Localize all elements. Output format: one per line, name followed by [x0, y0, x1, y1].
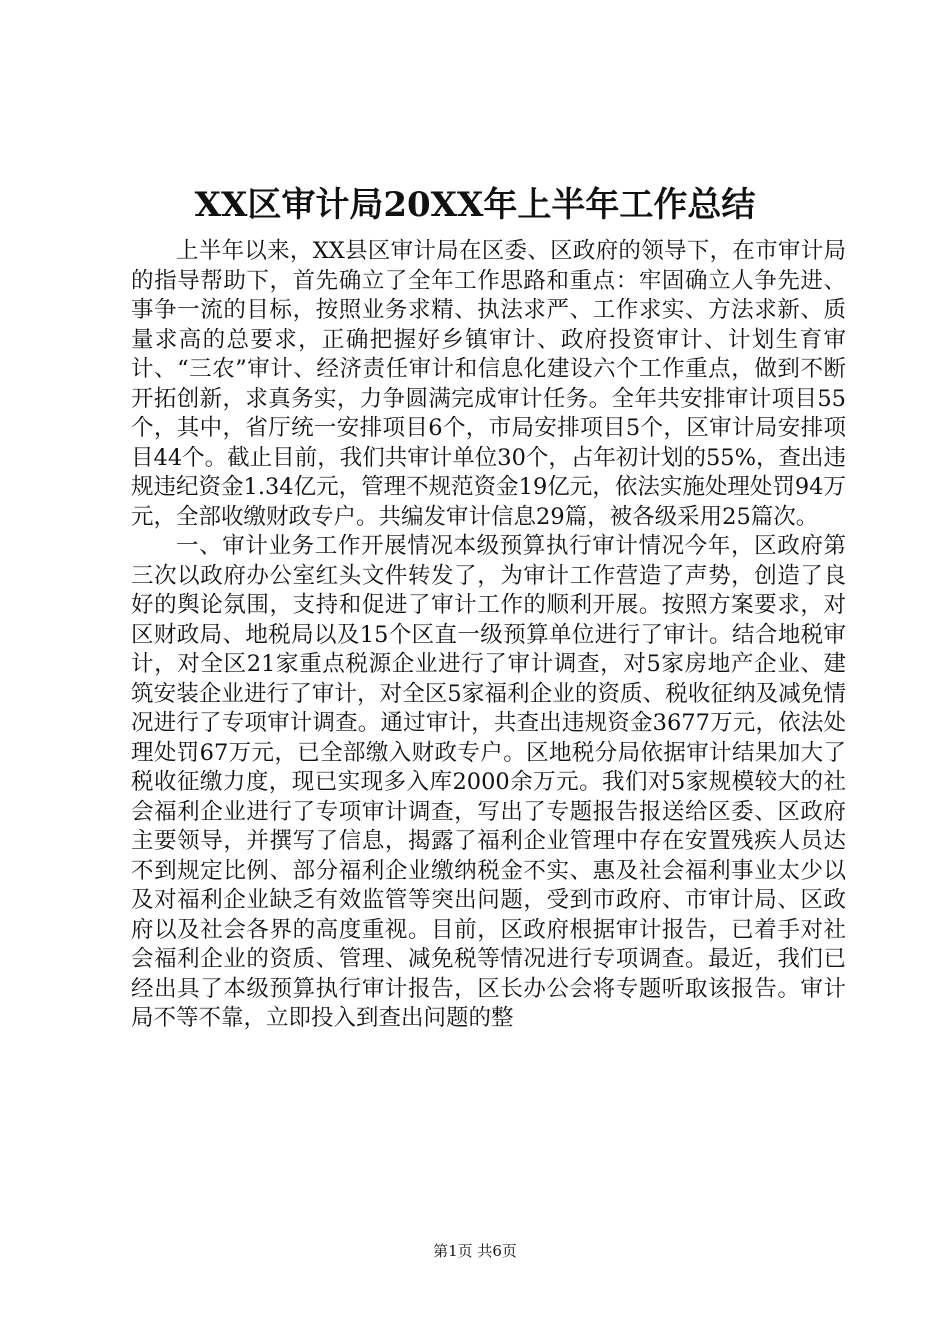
- page-footer: 第1页 共6页: [433, 1242, 517, 1260]
- paragraph-intro: 上半年以来，XX县区审计局在区委、区政府的领导下，在市审计局的指导帮助下，首先确立了全年工作思路和重点：牢固确立人争先进、事争一流的目标，按照业务求精、执法求严、工作求实、方法求新、质量求高的总要求，正确把握好乡镇审计、政府投资审计、计划生育审计、“三农”审计、经济责任审计和信息化建设六个工作重点，做到不断开拓创新，求真务实，力争圆满完成审计任务。全年共安排审计项目55个，其中，省厅统一安排项目6个，市局安排项目5个，区审计局安排项目44个。截止目前，我们共审计单位30个，占年初计划的55%，查出违规违纪资金1.34亿元，管理不规范资金19亿元，依法实施处理处罚94万元，全部收缴财政专户。共编发审计信息29篇，被各级采用25篇次。: [131, 238, 846, 530]
- document-body: [131, 237, 846, 1034]
- paragraph-section-one: 一、审计业务工作开展情况本级预算执行审计情况今年，区政府第三次以政府办公室红头文件转发了，为审计工作营造了声势，创造了良好的舆论氛围，支持和促进了审计工作的顺利开展。按照方案要求，对区财政局、地税局以及15个区直一级预算单位进行了审计。结合地税审计，对全区21家重点税源企业进行了审计调查，对5家房地产企业、建筑安装企业进行了审计，对全区5家福利企业的资质、税收征纳及减免情况进行了专项审计调查。通过审计，共查出违规资金3677万元，依法处理处罚67万元，已全部缴入财政专户。区地税分局依据审计结果加大了税收征缴力度，现已实现多入库2000余万元。我们对5家规模较大的社会福利企业进行了专项审计调查，写出了专题报告报送给区委、区政府主要领导，并撰写了信息，揭露了福利企业管理中存在安置残疾人员达不到规定比例、部分福利企业缴纳税金不实、惠及社会福利事业太少以及对福利企业缺乏有效监管等突出问题，受到市政府、市审计局、区政府以及社会各界的高度重视。目前，区政府根据审计报告，已着手对社会福利企业的资质、管理、减免税等情况进行专项调查。最近，我们已经出具了本级预算执行审计报告，区长办公会将专题听取该报告。审计局不等不靠，立即投入到查出问题的整: [131, 533, 846, 1031]
- document-title: XX区审计局20XX年上半年工作总结: [194, 185, 756, 225]
